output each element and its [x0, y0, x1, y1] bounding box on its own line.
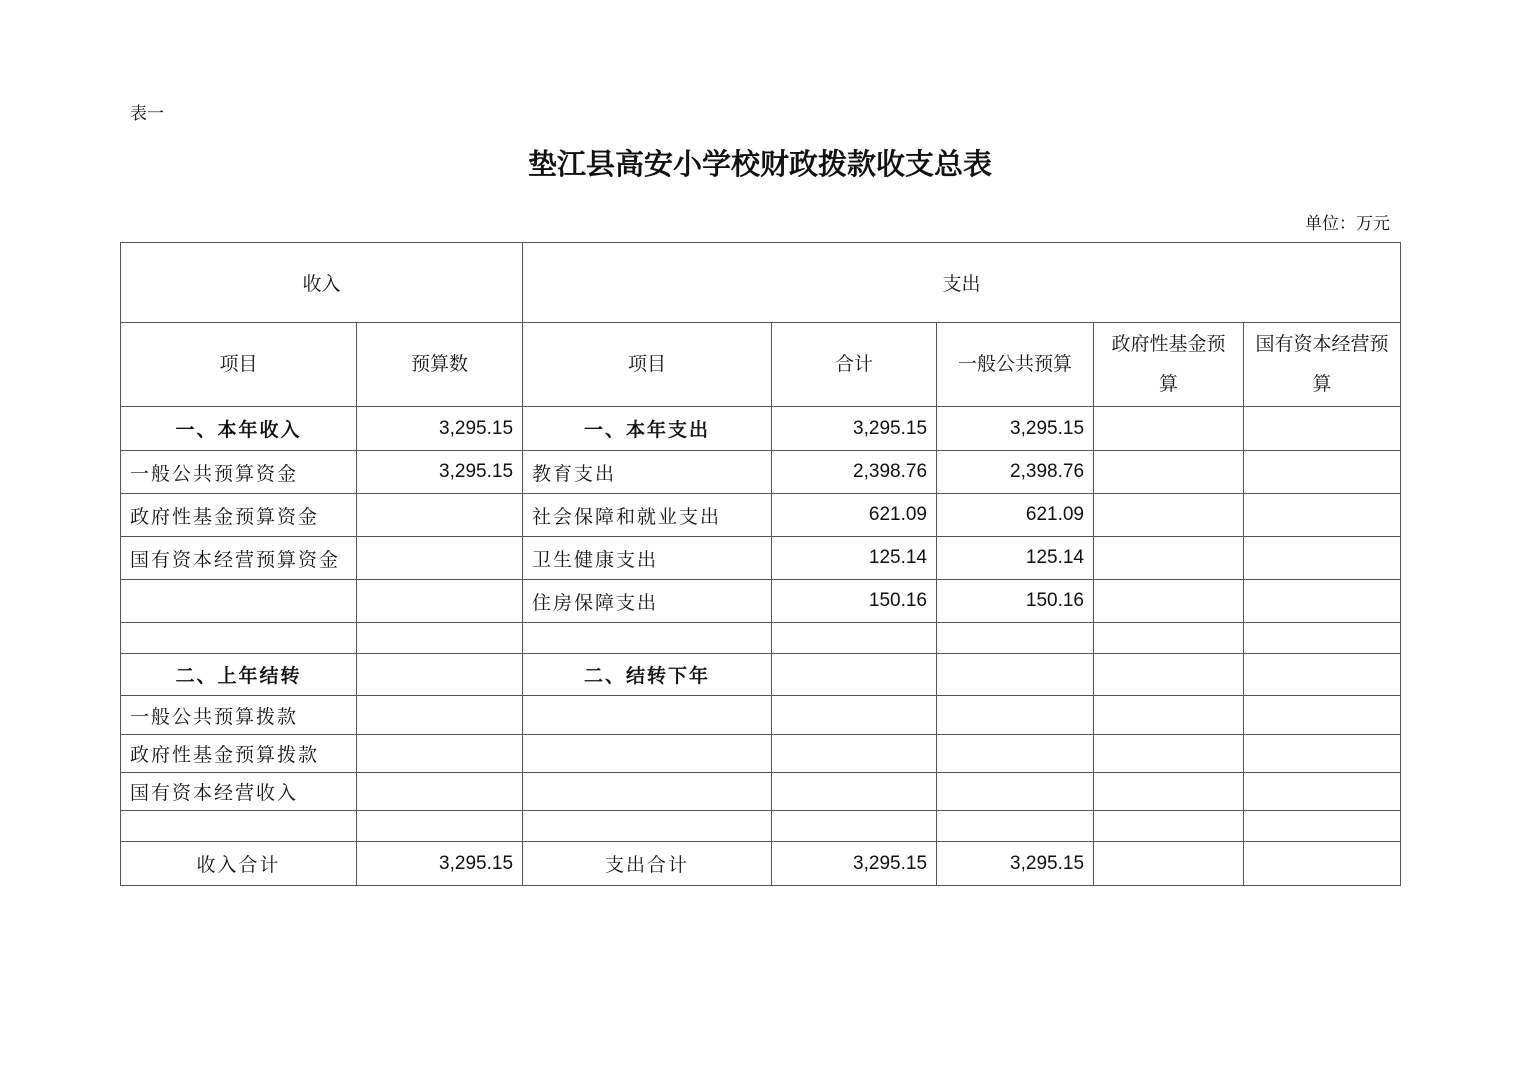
col-income-item: 项目	[121, 323, 357, 407]
income-item-cell: 国有资本经营收入	[121, 773, 357, 811]
col-expense-item: 项目	[523, 323, 772, 407]
income-budget-cell: 3,295.15	[357, 407, 523, 451]
table-label: 表一	[130, 104, 164, 124]
total-cell: 150.16	[772, 580, 937, 623]
col-gov-fund: 政府性基金预算	[1094, 323, 1244, 407]
col-total: 合计	[772, 323, 937, 407]
income-budget-cell	[357, 696, 523, 735]
general-public-cell	[937, 773, 1094, 811]
table-row	[121, 451, 1401, 494]
table-body	[121, 407, 1401, 886]
col-general-public: 一般公共预算	[937, 323, 1094, 407]
income-item-cell: 政府性基金预算拨款	[121, 735, 357, 773]
income-item-cell: 收入合计	[121, 842, 357, 886]
document-title: 垫江县高安小学校财政拨款收支总表	[527, 147, 992, 181]
state-capital-cell	[1244, 773, 1401, 811]
total-cell	[772, 735, 937, 773]
gov-fund-cell	[1094, 696, 1244, 735]
total-cell	[772, 696, 937, 735]
general-public-cell	[937, 696, 1094, 735]
table-row	[121, 537, 1401, 580]
expense-item-cell	[523, 623, 772, 654]
table-row	[121, 654, 1401, 696]
state-capital-cell	[1244, 842, 1401, 886]
income-budget-cell	[357, 580, 523, 623]
total-cell	[772, 811, 937, 842]
general-public-cell: 621.09	[937, 494, 1094, 537]
header-row-columns	[121, 323, 1401, 407]
gov-fund-cell	[1094, 537, 1244, 580]
header-row-main	[121, 243, 1401, 323]
total-cell	[772, 623, 937, 654]
income-budget-cell	[357, 537, 523, 580]
state-capital-cell	[1244, 623, 1401, 654]
expense-item-cell: 一、本年支出	[523, 407, 772, 451]
total-cell: 125.14	[772, 537, 937, 580]
gov-fund-cell	[1094, 654, 1244, 696]
income-item-cell	[121, 623, 357, 654]
gov-fund-cell	[1094, 494, 1244, 537]
total-cell	[772, 773, 937, 811]
expense-item-cell: 住房保障支出	[523, 580, 772, 623]
total-cell: 3,295.15	[772, 407, 937, 451]
expense-item-cell	[523, 773, 772, 811]
income-item-cell: 一般公共预算资金	[121, 451, 357, 494]
expense-header: 支出	[523, 243, 1401, 323]
expense-item-cell	[523, 696, 772, 735]
gov-fund-cell	[1094, 842, 1244, 886]
income-header: 收入	[121, 243, 523, 323]
income-budget-cell	[357, 654, 523, 696]
table-row	[121, 494, 1401, 537]
table-row	[121, 773, 1401, 811]
income-item-cell	[121, 580, 357, 623]
general-public-cell: 125.14	[937, 537, 1094, 580]
general-public-cell: 2,398.76	[937, 451, 1094, 494]
income-budget-cell	[357, 623, 523, 654]
state-capital-cell	[1244, 811, 1401, 842]
table-row	[121, 842, 1401, 886]
col-state-capital: 国有资本经营预算	[1244, 323, 1401, 407]
income-budget-cell	[357, 811, 523, 842]
gov-fund-cell	[1094, 623, 1244, 654]
gov-fund-cell	[1094, 407, 1244, 451]
unit-label: 单位：万元	[1305, 214, 1390, 234]
state-capital-cell	[1244, 735, 1401, 773]
table-row	[121, 580, 1401, 623]
table-row	[121, 811, 1401, 842]
gov-fund-cell	[1094, 580, 1244, 623]
col-income-budget: 预算数	[357, 323, 523, 407]
general-public-cell: 3,295.15	[937, 842, 1094, 886]
general-public-cell: 3,295.15	[937, 407, 1094, 451]
expense-item-cell: 卫生健康支出	[523, 537, 772, 580]
expense-item-cell: 二、结转下年	[523, 654, 772, 696]
state-capital-cell	[1244, 654, 1401, 696]
income-budget-cell: 3,295.15	[357, 451, 523, 494]
general-public-cell: 150.16	[937, 580, 1094, 623]
income-budget-cell	[357, 773, 523, 811]
income-item-cell: 政府性基金预算资金	[121, 494, 357, 537]
state-capital-cell	[1244, 494, 1401, 537]
income-item-cell: 一般公共预算拨款	[121, 696, 357, 735]
budget-summary-table	[120, 242, 1401, 886]
expense-item-cell	[523, 811, 772, 842]
table-row	[121, 407, 1401, 451]
gov-fund-cell	[1094, 451, 1244, 494]
general-public-cell	[937, 735, 1094, 773]
income-item-cell: 国有资本经营预算资金	[121, 537, 357, 580]
expense-item-cell: 社会保障和就业支出	[523, 494, 772, 537]
total-cell	[772, 654, 937, 696]
gov-fund-cell	[1094, 811, 1244, 842]
income-budget-cell: 3,295.15	[357, 842, 523, 886]
state-capital-cell	[1244, 696, 1401, 735]
general-public-cell	[937, 654, 1094, 696]
expense-item-cell: 教育支出	[523, 451, 772, 494]
income-item-cell	[121, 811, 357, 842]
state-capital-cell	[1244, 451, 1401, 494]
gov-fund-cell	[1094, 735, 1244, 773]
state-capital-cell	[1244, 537, 1401, 580]
total-cell: 621.09	[772, 494, 937, 537]
table-row	[121, 696, 1401, 735]
gov-fund-cell	[1094, 773, 1244, 811]
income-budget-cell	[357, 735, 523, 773]
income-item-cell: 一、本年收入	[121, 407, 357, 451]
general-public-cell	[937, 623, 1094, 654]
total-cell: 3,295.15	[772, 842, 937, 886]
total-cell: 2,398.76	[772, 451, 937, 494]
expense-item-cell	[523, 735, 772, 773]
income-budget-cell	[357, 494, 523, 537]
table-row	[121, 623, 1401, 654]
general-public-cell	[937, 811, 1094, 842]
state-capital-cell	[1244, 407, 1401, 451]
expense-item-cell: 支出合计	[523, 842, 772, 886]
income-item-cell: 二、上年结转	[121, 654, 357, 696]
state-capital-cell	[1244, 580, 1401, 623]
table-row	[121, 735, 1401, 773]
